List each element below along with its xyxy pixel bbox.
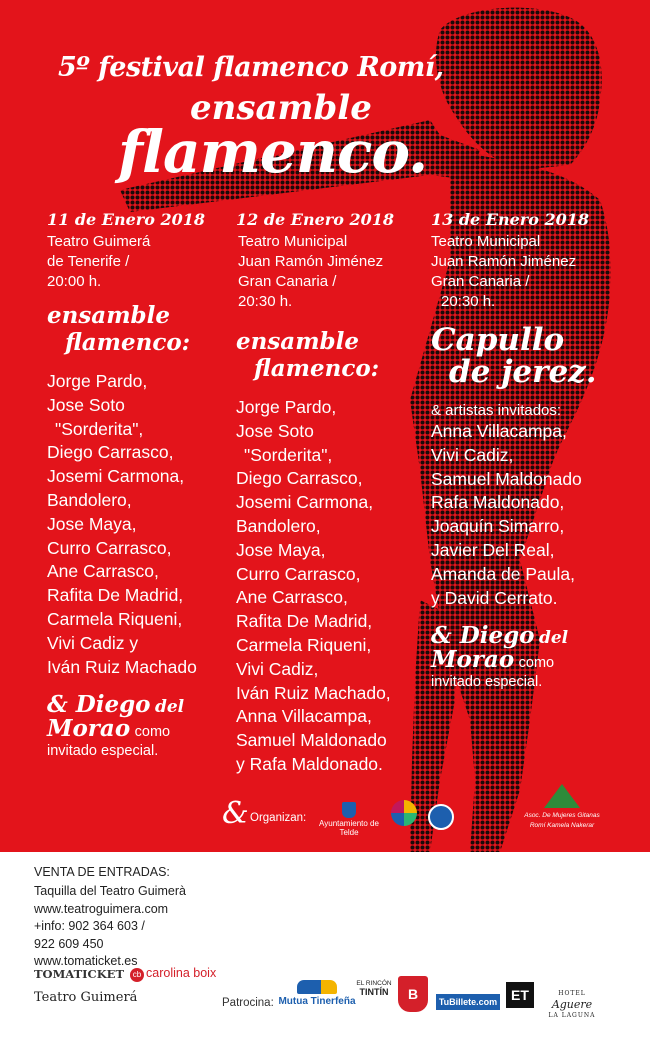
invited-artists-heading: & artistas invitados: (431, 402, 562, 419)
artist-name: y Rafa Maldonado. (236, 753, 383, 774)
artist-name: "Sorderita", (55, 418, 144, 439)
artist-name: Rafita De Madrid, (236, 611, 373, 632)
teatro-guimera-logo: Teatro Guimerá (34, 990, 138, 1005)
festival-title-line: 5º festival flamenco Romí, (58, 52, 444, 83)
artist-name: Carmela Riqueni, (236, 634, 372, 655)
artist-name: Jose Maya, (47, 513, 137, 534)
tomaticket-logo: TOMATICKET (34, 967, 125, 981)
event-column-jan-12 (236, 210, 436, 777)
artist-name: Samuel Maldonado (431, 468, 582, 489)
artist-name: Jose Soto (236, 420, 314, 441)
flamenco-title: flamenco. (118, 118, 428, 186)
cultura-telde-logo (390, 800, 418, 826)
artist-name: Jorge Pardo, (236, 397, 337, 417)
artist-name: Josemi Carmona, (236, 492, 374, 513)
event-venue: Teatro Municipal Juan Ramón Jiménez Gran Canaria / 20:30 h. (238, 233, 384, 310)
artist-name: Bandolero, (236, 515, 321, 536)
event-venue: Teatro Guimerá de Tenerife / 20:00 h. (47, 233, 151, 290)
event-date: 12 de Enero 2018 (236, 210, 394, 229)
bilbao-shield-logo: B (398, 976, 428, 1012)
artist-name: Bandolero, (47, 489, 132, 510)
event-column-jan-13 (431, 210, 646, 692)
special-guest: & Diego del Morao como invitado especial. (47, 691, 185, 760)
event-date: 13 de Enero 2018 (431, 210, 589, 229)
carolina-boix-logo: cb carolina boix (130, 966, 216, 982)
ensamble-title: ensamble (190, 88, 372, 128)
organizers-label: Organizan: (250, 812, 307, 824)
ticket-sales-info (34, 864, 234, 970)
artist-name: Ane Carrasco, (47, 561, 159, 582)
artist-name: Josemi Carmona, (47, 466, 185, 487)
artist-name: Samuel Maldonado (236, 730, 387, 751)
artist-name: Iván Ruiz Machado (47, 656, 197, 677)
artist-name: y David Cerrato. (431, 587, 558, 608)
artist-name: "Sorderita", (244, 444, 333, 465)
artist-name: Ane Carrasco, (236, 587, 348, 608)
sales-line: Taquilla del Teatro Guimerà (34, 884, 186, 899)
special-guest: & Diego del Morao como invitado especial. (431, 622, 569, 691)
section-heading: ensamble flamenco: (236, 328, 380, 382)
sales-heading: VENTA DE ENTRADAS: (34, 865, 170, 879)
ticket-vendor-logos (34, 966, 216, 982)
mutua-tinerfena-logo: Mutua Tinerfeña (276, 980, 358, 1007)
sales-link[interactable]: www.teatroguimera.com (34, 901, 169, 916)
artist-name: Carmela Riqueni, (47, 608, 183, 629)
artist-name: Rafa Maldonado, (431, 492, 565, 513)
event-column-jan-11 (47, 210, 237, 761)
tubillete-logo: TuBillete.com (436, 994, 500, 1010)
blue-circle-logo-icon (428, 804, 454, 830)
artist-name: Iván Ruiz Machado, (236, 682, 391, 703)
festival-logo-icon: & (222, 796, 249, 831)
artist-list (47, 370, 237, 679)
artist-name: Jose Maya, (236, 539, 326, 560)
sales-phone: +info: 902 364 603 / (34, 919, 145, 934)
artist-name: Anna Villacampa, (236, 706, 372, 727)
artist-name: Vivi Cadiz, (431, 444, 514, 465)
artist-name: Curro Carrasco, (236, 563, 361, 584)
artist-name: Jorge Pardo, (47, 371, 148, 391)
ayuntamiento-telde-logo: Ayuntamiento de Telde (314, 802, 384, 837)
artist-name: Jose Soto (47, 394, 125, 415)
cb-icon: cb (130, 968, 144, 982)
artist-name: Vivi Cadiz, (236, 658, 319, 679)
event-date: 11 de Enero 2018 (47, 210, 205, 229)
artist-name: Joaquín Simarro, (431, 516, 565, 537)
section-heading: ensamble flamenco: (47, 302, 191, 356)
sales-phone: 922 609 450 (34, 936, 104, 951)
artist-name: Rafita De Madrid, (47, 585, 184, 606)
headliner-name: Capullo de jerez. (431, 322, 597, 390)
el-rincon-tintin-logo: EL RINCÓN TINTÍN (356, 980, 392, 997)
artist-name: Anna Villacampa, (431, 421, 567, 441)
artist-name: Diego Carrasco, (47, 442, 174, 463)
artist-list (431, 420, 646, 610)
gitanas-association-logo: Asoc. De Mujeres Gitanas Romí Kamela Nakerar (522, 784, 602, 830)
et-logo: ET (506, 982, 534, 1008)
sponsors-label: Patrocina: (222, 997, 274, 1009)
sales-link[interactable]: www.tomaticket.es (34, 954, 138, 969)
artist-name: Javier Del Real, (431, 539, 555, 560)
artist-list (236, 396, 436, 777)
artist-name: Curro Carrasco, (47, 537, 172, 558)
artist-name: Vivi Cadiz y (47, 632, 139, 653)
artist-name: Diego Carrasco, (236, 468, 363, 489)
artist-name: Amanda de Paula, (431, 563, 575, 584)
hotel-aguere-logo: HOTEL Aguere LA LAGUNA (548, 990, 596, 1019)
event-venue: Teatro Municipal Juan Ramón Jiménez Gran Canaria / 20:30 h. (431, 233, 577, 310)
